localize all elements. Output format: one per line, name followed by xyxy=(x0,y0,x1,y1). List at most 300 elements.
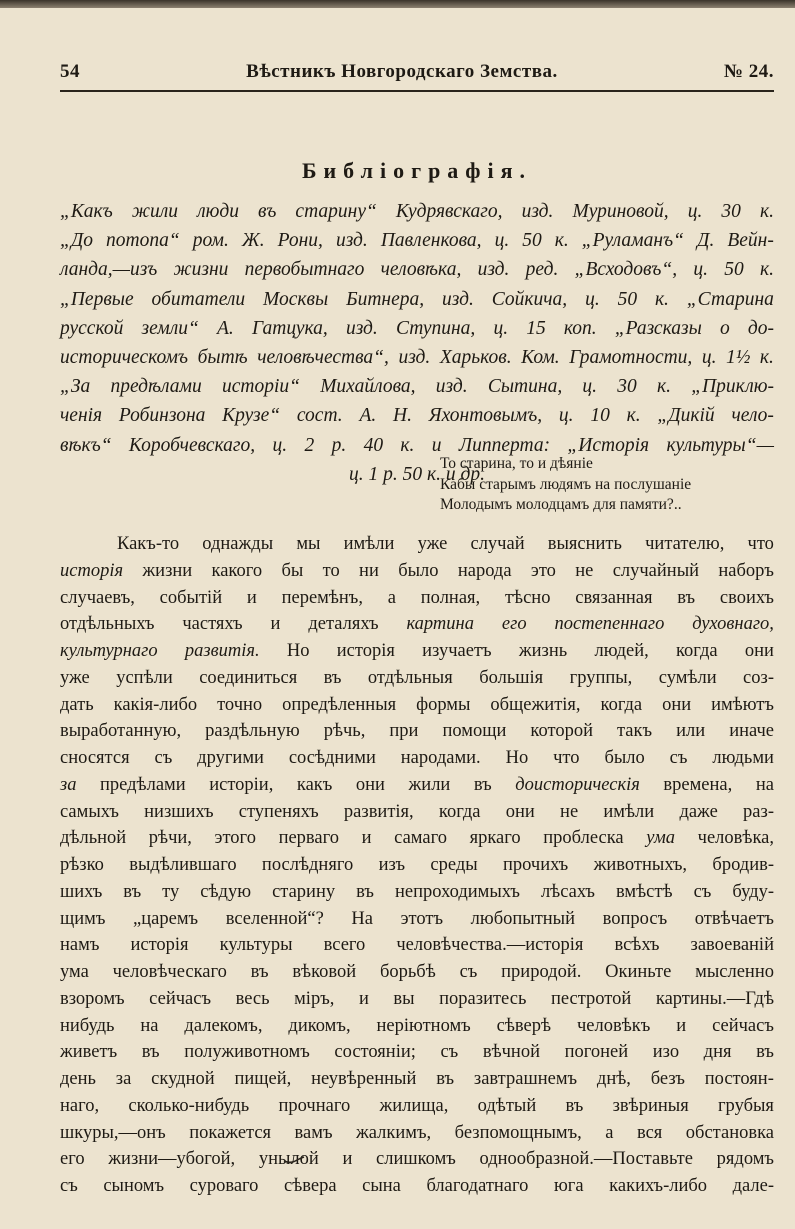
body-word: мы xyxy=(296,534,321,554)
body-word: въ xyxy=(436,1069,455,1089)
body-word: за xyxy=(60,774,77,795)
body-word: Но xyxy=(505,748,529,768)
body-word: съ xyxy=(693,881,712,902)
bibliography-line xyxy=(60,197,774,226)
body-word: какого xyxy=(211,560,263,581)
bibliography-word: „Первые xyxy=(60,288,134,310)
body-word: живетъ xyxy=(60,1042,118,1063)
journal-title: Вѣстникъ Новгородскаго Земства. xyxy=(246,61,558,82)
body-word: дня xyxy=(703,1042,732,1063)
body-line xyxy=(60,1066,774,1093)
issue-number: № 24. xyxy=(723,61,774,82)
body-word: сумѣли xyxy=(658,667,717,688)
epigraph-line: Молодымъ молодцамъ для памяти?.. xyxy=(440,496,682,513)
body-word: развитія, xyxy=(343,801,414,822)
body-line xyxy=(60,879,774,906)
body-word: жалкимъ, xyxy=(356,1122,432,1143)
bibliography-word: историческомъ xyxy=(60,347,189,369)
body-line xyxy=(60,1013,774,1040)
bibliography-word: земли“ xyxy=(141,317,199,339)
bibliography-word: человѣка, xyxy=(380,259,462,281)
body-word: сѣвера xyxy=(283,1176,337,1196)
body-word: днѣ, xyxy=(596,1069,631,1089)
body-word: лѣсахъ xyxy=(540,881,595,902)
body-word: изъ xyxy=(378,855,406,875)
body-word: и xyxy=(676,1015,687,1036)
bibliography-word: ром. xyxy=(192,230,229,252)
bibliography-word: ц. xyxy=(494,230,510,252)
bibliography-word: к. xyxy=(759,347,774,369)
bibliography-word: Н. xyxy=(393,405,412,427)
body-word: всего xyxy=(323,935,366,956)
body-word: случаевъ, xyxy=(60,587,135,608)
body-word: а xyxy=(605,1122,614,1143)
body-word: наборъ xyxy=(718,560,774,581)
body-word: этого xyxy=(214,828,256,849)
body-word: выдѣлившаго xyxy=(129,855,237,875)
body-word: его xyxy=(60,1149,85,1170)
body-word: рѣчи, xyxy=(148,828,192,849)
body-word: однажды xyxy=(202,534,274,554)
body-word: случайный xyxy=(612,560,700,581)
body-word: времена, xyxy=(663,774,733,795)
bibliography-word: Харьков. xyxy=(439,347,512,369)
body-word: жили xyxy=(408,774,451,795)
epigraph-line: То старина, то и дѣяніе xyxy=(440,455,593,472)
body-word: дѣльной xyxy=(60,828,127,849)
bibliography-word: „Исторія xyxy=(567,434,650,456)
bibliography-word: ц. xyxy=(558,405,574,427)
bibliography-word: изд. xyxy=(521,201,554,222)
bibliography-word: Рони, xyxy=(277,230,323,252)
bibliography-word: 50 xyxy=(617,288,638,310)
body-line xyxy=(60,692,774,719)
bibliography-word: 15 xyxy=(526,317,546,339)
body-word: даже xyxy=(679,801,718,822)
bibliography-word: 30 xyxy=(721,201,741,222)
body-line xyxy=(60,825,774,852)
bibliography-word: обитатели xyxy=(151,288,246,310)
bibliography-word: „Какъ xyxy=(60,201,113,222)
body-word: выяснить xyxy=(547,534,622,554)
body-word: доисторическія xyxy=(515,774,640,795)
body-word: суроваго xyxy=(189,1176,259,1196)
body-word: духовнаго, xyxy=(692,614,774,635)
body-word: случай xyxy=(470,534,525,554)
body-word: исторія xyxy=(60,560,124,581)
bibliography-word: Крузе“ xyxy=(222,405,281,427)
body-line xyxy=(60,558,774,585)
body-line xyxy=(60,1146,774,1173)
bibliography-word: Ж. xyxy=(241,230,265,252)
body-word: пищей, xyxy=(234,1069,292,1089)
body-word: развитія. xyxy=(184,641,260,661)
body-word: на xyxy=(755,774,774,795)
body-word: безпомощнымъ, xyxy=(454,1122,582,1143)
body-word: имѣли xyxy=(343,534,395,554)
body-word: имѣютъ xyxy=(711,694,774,715)
bibliography-word: к. xyxy=(654,288,669,310)
body-word: тѣсно xyxy=(504,587,551,608)
bibliography-word: ченія xyxy=(60,405,103,427)
body-word: ни xyxy=(359,560,379,581)
body-line xyxy=(60,932,774,959)
body-word: унылой xyxy=(258,1149,319,1170)
body-word: уже xyxy=(417,534,448,554)
bibliography-word: ц. xyxy=(693,259,708,281)
body-word: нибудь xyxy=(60,1015,115,1036)
bibliography-word: Кудрявскаго, xyxy=(395,201,503,222)
body-word: какихъ-либо xyxy=(609,1176,708,1196)
body-word: съ xyxy=(154,748,173,768)
bibliography-word: изд. xyxy=(398,347,431,369)
article-body xyxy=(60,531,774,1200)
body-word: какія-либо xyxy=(113,694,198,715)
running-header xyxy=(60,58,774,86)
bibliography-word: „Разсказы xyxy=(614,317,702,339)
epigraph xyxy=(440,454,780,516)
body-word: человѣчества.—исторія xyxy=(396,935,584,956)
bibliography-word: к. xyxy=(400,434,415,456)
body-word: сыномъ xyxy=(103,1176,165,1196)
body-word: обстановка xyxy=(685,1122,774,1143)
bibliography-word: „Приклю- xyxy=(691,376,774,398)
body-line xyxy=(60,772,774,799)
body-word: въ xyxy=(123,881,142,902)
body-word: скудной xyxy=(151,1069,215,1089)
bibliography-word: русской xyxy=(60,317,124,339)
body-word: культуры xyxy=(219,935,293,956)
body-word: жилища, xyxy=(379,1095,449,1116)
bibliography-word: к. xyxy=(759,259,774,281)
bibliography-word: ц. xyxy=(701,347,717,369)
body-word: въ xyxy=(677,587,696,608)
body-word: и xyxy=(342,1149,353,1170)
body-word: сейчасъ xyxy=(149,988,212,1009)
body-line xyxy=(60,718,774,745)
bibliography-word: потопа“ xyxy=(106,230,180,252)
bibliography-word: до- xyxy=(747,317,774,339)
bibliography-line xyxy=(60,343,774,372)
body-word: и xyxy=(361,828,372,849)
bibliography-line xyxy=(60,372,774,401)
body-word: погоней xyxy=(564,1042,629,1063)
body-word: помощи xyxy=(442,721,507,742)
body-word: было xyxy=(398,560,439,581)
bibliography-word: о xyxy=(719,317,730,339)
body-line xyxy=(60,638,774,665)
body-word: полуживотномъ xyxy=(184,1042,310,1063)
bibliography-word: Сытина, xyxy=(487,376,563,398)
page-top-edge xyxy=(0,0,795,8)
body-word: было xyxy=(604,748,645,768)
bibliography-word: культуры“— xyxy=(666,434,774,456)
body-word: картины.—Гдѣ xyxy=(655,988,774,1009)
body-line xyxy=(60,531,774,558)
body-word: буду- xyxy=(732,881,774,902)
body-word: сѣдую xyxy=(200,881,252,902)
bibliography-word: Ступина, xyxy=(395,317,476,339)
bibliography-word: изд. xyxy=(345,317,378,339)
bibliography-word: Яхонтовымъ, xyxy=(428,405,543,427)
bibliography-list xyxy=(60,197,774,489)
bibliography-word: Вейн- xyxy=(727,230,774,252)
body-word: когда xyxy=(676,641,718,661)
body-word: далекомъ, xyxy=(184,1015,263,1036)
body-word: рѣзко xyxy=(60,855,104,875)
body-word: въ xyxy=(250,962,269,982)
body-word: его xyxy=(501,614,527,635)
body-word: весь xyxy=(235,988,270,1009)
bibliography-word: к. xyxy=(759,201,774,222)
body-line xyxy=(60,611,774,638)
body-word: они xyxy=(355,774,385,795)
body-word: проблеска xyxy=(543,828,624,849)
body-line xyxy=(60,799,774,826)
body-word: состояніи; xyxy=(334,1042,416,1063)
body-word: человѣка, xyxy=(697,828,774,849)
bibliography-word: ланда,—изъ xyxy=(60,259,158,281)
bibliography-word: ц. xyxy=(272,434,288,456)
body-word: за xyxy=(115,1069,132,1089)
body-word: ту xyxy=(162,881,180,902)
body-word: намъ xyxy=(60,935,100,956)
body-word: покажется xyxy=(189,1122,272,1143)
bibliography-word: исторіи“ xyxy=(221,376,300,398)
body-word: событій xyxy=(159,587,223,608)
body-word: въ xyxy=(473,774,492,795)
body-line xyxy=(60,959,774,986)
body-word: одѣтый xyxy=(477,1095,537,1116)
body-word: шихъ xyxy=(60,881,103,902)
body-word: этотъ xyxy=(400,908,444,929)
bibliography-word: предѣлами xyxy=(110,376,202,398)
bibliography-word: Сойкича, xyxy=(491,288,568,310)
body-word: дать xyxy=(60,694,94,715)
bibliography-word: изд. xyxy=(335,230,368,252)
body-word: вамъ xyxy=(294,1122,333,1143)
bibliography-word: Робинзона xyxy=(118,405,206,427)
bibliography-word: „Всходовъ“, xyxy=(574,259,678,281)
bibliography-word: первобытнаго xyxy=(244,259,365,281)
bibliography-word: „Дикій xyxy=(657,405,715,427)
body-word: своихъ xyxy=(719,587,774,608)
bibliography-word: Коробчевскаго, xyxy=(128,434,256,456)
body-word: грубыя xyxy=(717,1095,774,1116)
bibliography-word: Москвы xyxy=(263,288,329,310)
bibliography-word: изд. xyxy=(435,376,468,398)
body-word: это xyxy=(530,560,556,581)
body-word: природой. xyxy=(501,962,582,982)
body-word: отвѣчаетъ xyxy=(694,908,774,929)
body-word: а xyxy=(387,587,396,608)
bibliography-word: 50 xyxy=(522,230,542,252)
bibliography-word: Гатцука, xyxy=(251,317,328,339)
body-word: рядомъ xyxy=(716,1149,774,1170)
body-word: мысленно xyxy=(695,962,774,982)
body-word: читателю, xyxy=(645,534,725,554)
bibliography-word: Липперта: xyxy=(458,434,551,456)
body-word: какъ xyxy=(296,774,333,795)
bibliography-word: „Старина xyxy=(686,288,774,310)
body-word: соединиться xyxy=(199,667,298,688)
body-word: человѣкъ xyxy=(576,1015,651,1036)
body-word: связанная xyxy=(575,587,653,608)
bibliography-word: А. xyxy=(216,317,234,339)
body-word: исторіи, xyxy=(209,774,274,795)
bibliography-word: чело- xyxy=(731,405,774,427)
bibliography-word: ц. xyxy=(493,317,509,339)
body-word: предѣлами xyxy=(100,774,186,795)
body-word: съ xyxy=(459,962,478,982)
body-line xyxy=(60,585,774,612)
body-word: ума xyxy=(60,962,89,982)
body-word: и xyxy=(246,587,257,608)
body-word: сейчасъ xyxy=(712,1015,774,1036)
body-word: рѣчь, xyxy=(323,721,366,742)
body-word: отдѣльныя xyxy=(367,667,453,688)
body-word: постоян- xyxy=(704,1069,774,1089)
body-word: людьми xyxy=(712,748,774,768)
bibliography-word: к. xyxy=(554,230,569,252)
body-word: они xyxy=(662,694,692,715)
body-word: вопросъ xyxy=(602,908,668,929)
body-word: вмѣстѣ xyxy=(616,881,673,902)
bibliography-word: и xyxy=(431,434,442,456)
body-word: съ xyxy=(60,1176,78,1196)
bibliography-word: „До xyxy=(60,230,94,252)
body-word: прочнаго xyxy=(278,1095,351,1116)
bibliography-word: ц. 1 р. 50 к. и др. xyxy=(349,463,485,485)
body-word: то xyxy=(322,560,340,581)
bibliography-word: жили xyxy=(131,201,179,222)
body-word: животныхъ, xyxy=(593,855,688,875)
bibliography-word: к. xyxy=(657,376,672,398)
body-word: бы xyxy=(281,560,304,581)
body-word: не xyxy=(560,801,579,822)
body-word: исторія xyxy=(336,641,395,661)
body-word: людей, xyxy=(594,641,649,661)
body-word: Окиньте xyxy=(605,962,672,982)
body-word: вы xyxy=(393,988,415,1009)
bibliography-word: 40 xyxy=(363,434,384,456)
body-line xyxy=(60,1039,774,1066)
bibliography-word: Ком. xyxy=(521,347,560,369)
bibliography-word: р. xyxy=(331,434,347,456)
body-line xyxy=(60,906,774,933)
bibliography-word: коп. xyxy=(563,317,597,339)
body-word: деталяхъ xyxy=(308,614,379,635)
body-word: взоромъ xyxy=(60,988,125,1009)
body-word: успѣли xyxy=(116,667,173,688)
body-line xyxy=(60,986,774,1013)
body-line xyxy=(60,665,774,692)
bibliography-word: „За xyxy=(60,376,91,398)
body-word: при xyxy=(389,721,419,742)
bibliography-line xyxy=(60,255,774,284)
body-word: исторія xyxy=(130,935,189,956)
body-word: вѣковой xyxy=(292,962,357,982)
body-word: когда xyxy=(438,801,481,822)
bibliography-line xyxy=(60,314,774,343)
bibliography-word: человѣчества“, xyxy=(257,347,389,369)
body-word: перваго xyxy=(278,828,340,849)
body-word: сносятся xyxy=(60,748,130,768)
body-word: раз- xyxy=(743,801,774,822)
body-word: въ xyxy=(323,667,342,688)
page-number: 54 xyxy=(60,61,80,82)
body-word: въ xyxy=(756,1042,774,1063)
body-word: уже xyxy=(60,667,90,688)
body-word: полная, xyxy=(420,587,481,608)
body-word: съ xyxy=(440,1042,459,1063)
body-word: отдѣльныхъ xyxy=(60,614,155,635)
body-word: постепеннаго xyxy=(554,614,665,635)
bibliography-word: Битнера, xyxy=(346,288,425,310)
bibliography-word: ц. xyxy=(585,288,600,310)
body-word: вселенной“? xyxy=(225,908,324,929)
body-line xyxy=(60,1173,774,1200)
body-word: группы, xyxy=(569,667,633,688)
body-word: вѣчной xyxy=(482,1042,540,1063)
body-word: борьбѣ xyxy=(379,962,436,982)
body-word: перемѣнъ, xyxy=(281,587,363,608)
bibliography-line xyxy=(60,285,774,314)
bibliography-word: 50 xyxy=(724,259,744,281)
body-word: звѣриныя xyxy=(612,1095,689,1116)
bibliography-word: вѣкъ“ xyxy=(60,434,112,456)
body-word: непроходимыхъ xyxy=(395,881,520,902)
body-word: въ xyxy=(356,881,374,902)
body-word: изо xyxy=(652,1042,680,1063)
epigraph-line: Кабы старымъ людямъ на послушаніе xyxy=(440,475,692,493)
bibliography-word: старину“ xyxy=(295,201,377,222)
body-word: что xyxy=(553,748,580,768)
body-word: завоеваній xyxy=(690,935,774,956)
body-word: неувѣренный xyxy=(311,1069,417,1089)
body-word: не xyxy=(575,560,594,581)
body-word: бродив- xyxy=(712,855,774,875)
body-line xyxy=(60,1120,774,1147)
body-word: что xyxy=(747,534,774,554)
body-word: жизнь xyxy=(518,641,568,661)
body-word: наго, xyxy=(60,1095,100,1116)
bibliography-word: ц. xyxy=(687,201,703,222)
body-word: щимъ xyxy=(60,908,106,929)
body-word: имѣли xyxy=(603,801,655,822)
bibliography-word: люди xyxy=(197,201,239,222)
body-line xyxy=(60,852,774,879)
body-word: общежитія, xyxy=(490,694,581,715)
body-word: когда xyxy=(600,694,643,715)
body-word: иначе xyxy=(729,721,774,742)
body-word: послѣдняго xyxy=(261,855,354,875)
body-word: сколько-нибудь xyxy=(128,1095,250,1116)
body-word: вся xyxy=(636,1122,663,1143)
body-word: раздѣльную xyxy=(205,721,300,742)
body-word: культурнаго xyxy=(60,641,158,661)
body-line xyxy=(60,1093,774,1120)
bibliography-word: въ xyxy=(258,201,277,222)
body-word: низшихъ xyxy=(144,801,214,822)
body-word: безъ xyxy=(650,1069,685,1089)
body-word: человѣческаго xyxy=(112,962,227,982)
bibliography-word: „Руламанъ“ xyxy=(581,230,684,252)
body-word: дале- xyxy=(732,1176,774,1196)
bibliography-word: А. xyxy=(359,405,377,427)
bibliography-word: к. xyxy=(626,405,641,427)
body-word: на xyxy=(140,1015,159,1036)
